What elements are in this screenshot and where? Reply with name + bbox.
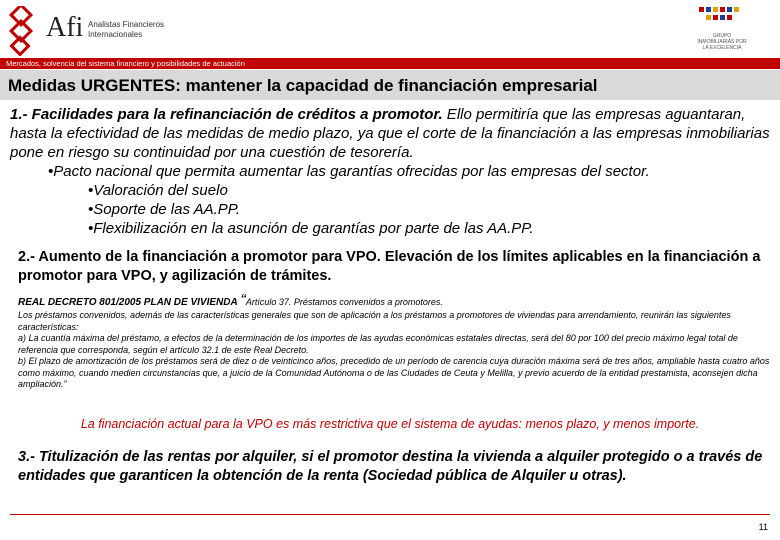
legal-paragraph-2: a) La cuantía máxima del préstamo, a efectos de la determinación de los importes de las ayudas económicas estatales directas, será del 80 por 100 del precio máximo legal total de referencia que corresponda, según el artículo 32.1 de este Real Decreto. (18, 333, 738, 355)
decree-citation (18, 292, 770, 310)
decree-quote-mark: “ (240, 292, 246, 309)
grupo-logo-line3: LA EXCELENCIA (702, 45, 742, 51)
section-1-subbullet-2: •Soporte de las AA.PP. (88, 201, 241, 218)
section-1 (10, 105, 770, 238)
section-1-paragraph (10, 105, 770, 162)
page-title: Medidas URGENTES: mantener la capacidad de financiación empresarial (8, 76, 598, 95)
top-banner-text: Mercados, solvencia del sistema financiero y posibilidades de actuación (6, 59, 245, 68)
legal-paragraph-3: b) El plazo de amortización de los préstamos será de diez o de veinticinco años, precedido de un período de carencia cuya duración máxima será de tres años, ampliable hasta cuatro años como máximo, cuando medien circunstancias que, a juicio de la Comunidad Autónoma o de las Ciudades de Ceuta y Melilla, y previo acuerdo de la entidad prestamista, aconsejen dicha ampliación.” (18, 356, 770, 389)
title-bar (0, 70, 780, 100)
legal-text (18, 310, 770, 391)
section-1-heading: 1.- Facilidades para la refinanciación de créditos a promotor. (10, 106, 443, 123)
legal-paragraph-1: Los préstamos convenidos, además de las características generales que son de aplicación a los préstamos a promotores de viviendas para arrendamiento, reunirán las siguientes características: (18, 310, 731, 332)
decree-article: Artículo 37. Préstamos convenidos a promotores. (245, 297, 443, 307)
afi-logo-icon (6, 6, 42, 56)
afi-logo-caption (88, 20, 164, 40)
section-1-body: Ello permitiría que las empresas aguantaran, hasta la efectividad de las medidas de medio plazo, ya que el corte de la financiación a las empresas inmobiliarias pone en riesgo su continuidad por una cuestión de tesorería. (10, 106, 770, 161)
section-3-text: 3.- Titulización de las rentas por alquiler, si el promotor destina la vivienda a alquiler protegido o a través de entidades que garanticen la obtención de la renta (Sociedad pública de Alquiler u otras). (18, 449, 763, 484)
vpo-note: La financiación actual para la VPO es más restrictiva que el sistema de ayudas: menos plazo, y menos importe. (80, 417, 700, 431)
grupo-logo (676, 4, 768, 52)
page-number: 11 (758, 522, 768, 532)
section-2-heading: 2.- Aumento de la financiación a promotor para VPO. Elevación de los límites aplicables en la financiación a promotor para VPO, y agilización de trámites. (18, 249, 761, 284)
grupo-logo-icon (697, 4, 747, 26)
afi-logo-line2: Internacionales (88, 30, 143, 39)
afi-logo (6, 6, 196, 58)
section-1-subbullet-1: •Valoración del suelo (88, 182, 228, 199)
section-1-subbullet-3: •Flexibilización en la asunción de garantías por parte de las AA.PP. (88, 220, 534, 237)
top-banner (0, 58, 780, 69)
grupo-logo-caption (676, 33, 768, 51)
section-1-bullet: •Pacto nacional que permita aumentar las garantías ofrecidas por las empresas del sector. (48, 163, 650, 180)
grupo-logo-line1: GRUPO (712, 33, 732, 39)
afi-logo-line1: Analistas Financieros (88, 20, 165, 29)
grupo-logo-line2: INMOBILIARIAS POR (697, 39, 747, 45)
decree-name: REAL DECRETO 801/2005 PLAN DE VIVIENDA (18, 297, 238, 308)
footer-divider (10, 514, 770, 515)
afi-logo-text: Afi (46, 12, 84, 43)
